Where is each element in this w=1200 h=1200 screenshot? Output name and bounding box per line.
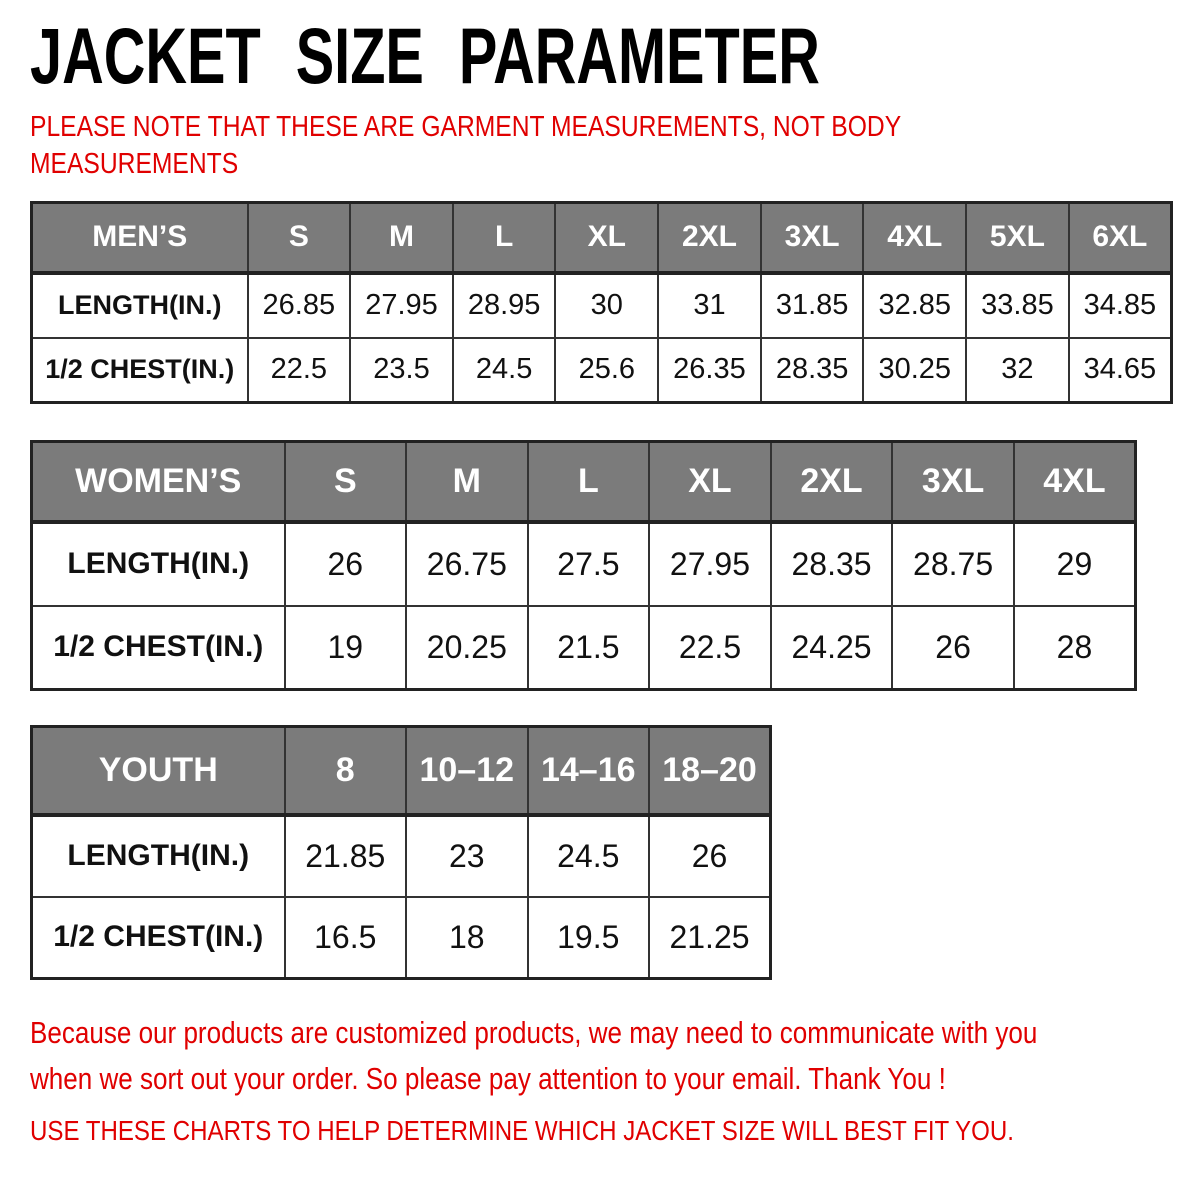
youth-header-row [32,727,771,815]
row-label-cell: LENGTH(IN.) [32,522,285,606]
text-line: Because our products are customized products, we may need to communicate with you [30,1015,1038,1050]
measurement-value-cell: 19.5 [528,897,650,979]
measurement-value-cell: 30 [555,273,658,338]
measurement-value-cell: 21.85 [285,815,407,897]
measurement-value-cell: 32.85 [863,273,966,338]
measurement-value-cell: 32 [966,338,1069,403]
mens-size-table [30,201,1173,404]
measurement-value-cell: 31 [658,273,761,338]
measurement-value-cell: 28 [1014,606,1136,690]
page-title-text: JACKET SIZE PARAMETER [30,11,820,100]
measurement-value-cell: 30.25 [863,338,966,403]
measurement-value-cell: 23.5 [350,338,453,403]
youth-table-title-cell: YOUTH [32,727,285,815]
measurement-value-cell: 22.5 [248,338,351,403]
womens-size-header-cell: S [285,442,407,522]
measurement-value-cell: 26 [892,606,1014,690]
womens-size-header-cell: M [406,442,528,522]
mens-size-header-cell: 6XL [1069,203,1172,273]
measurement-value-cell: 24.5 [453,338,556,403]
text-line: when we sort out your order. So please pay attention to your email. Thank You ! [30,1061,946,1096]
youth-measurement-row [32,897,771,979]
youth-measurement-row [32,815,771,897]
mens-size-header-cell: XL [555,203,658,273]
measurement-value-cell: 27.5 [528,522,650,606]
womens-table-title-cell: WOMEN’S [32,442,285,522]
womens-size-header-cell: 3XL [892,442,1014,522]
measurement-value-cell: 28.35 [761,338,864,403]
mens-measurement-row [32,338,1172,403]
mens-size-header-cell: 3XL [761,203,864,273]
womens-size-table [30,440,1137,691]
page-title [30,11,1180,100]
measurement-value-cell: 27.95 [649,522,771,606]
womens-size-header-cell: 2XL [771,442,893,522]
womens-size-table-section [30,440,1180,691]
mens-size-header-cell: 4XL [863,203,966,273]
measurement-value-cell: 24.25 [771,606,893,690]
row-label-cell: LENGTH(IN.) [32,815,285,897]
text-line: MEASUREMENTS [30,148,239,180]
measurement-value-cell: 28.75 [892,522,1014,606]
row-label-cell: 1/2 CHEST(IN.) [32,897,285,979]
row-label-cell: 1/2 CHEST(IN.) [32,338,248,403]
womens-header-row [32,442,1136,522]
womens-size-header-cell: 4XL [1014,442,1136,522]
customization-notice [30,1010,1180,1102]
mens-size-header-cell: 2XL [658,203,761,273]
measurement-value-cell: 34.65 [1069,338,1172,403]
measurement-value-cell: 18 [406,897,528,979]
measurement-value-cell: 33.85 [966,273,1069,338]
fit-advice-note [30,1114,1180,1148]
womens-size-header-cell: L [528,442,650,522]
mens-header-row [32,203,1172,273]
measurement-value-cell: 27.95 [350,273,453,338]
measurement-value-cell: 16.5 [285,897,407,979]
mens-size-header-cell: 5XL [966,203,1069,273]
measurement-value-cell: 22.5 [649,606,771,690]
measurement-value-cell: 28.35 [771,522,893,606]
youth-size-header-cell: 14–16 [528,727,650,815]
mens-size-header-cell: L [453,203,556,273]
measurement-value-cell: 26 [285,522,407,606]
mens-size-header-cell: S [248,203,351,273]
measurement-value-cell: 28.95 [453,273,556,338]
measurement-value-cell: 24.5 [528,815,650,897]
mens-table-title-cell: MEN’S [32,203,248,273]
womens-measurement-row [32,522,1136,606]
fit-advice-text: USE THESE CHARTS TO HELP DETERMINE WHICH JACKET SIZE WILL BEST FIT YOU. [30,1115,1014,1146]
mens-size-header-cell: M [350,203,453,273]
text-line: PLEASE NOTE THAT THESE ARE GARMENT MEASUREMENTS, NOT BODY [30,111,902,143]
youth-size-header-cell: 18–20 [649,727,771,815]
measurement-value-cell: 34.85 [1069,273,1172,338]
youth-size-table-section [30,725,1180,980]
measurement-value-cell: 26.85 [248,273,351,338]
womens-measurement-row [32,606,1136,690]
measurement-value-cell: 26.35 [658,338,761,403]
youth-size-table [30,725,772,980]
womens-size-header-cell: XL [649,442,771,522]
garment-measurement-note [30,109,1180,183]
youth-size-header-cell: 10–12 [406,727,528,815]
mens-measurement-row [32,273,1172,338]
measurement-value-cell: 31.85 [761,273,864,338]
measurement-value-cell: 25.6 [555,338,658,403]
youth-size-header-cell: 8 [285,727,407,815]
row-label-cell: 1/2 CHEST(IN.) [32,606,285,690]
measurement-value-cell: 19 [285,606,407,690]
measurement-value-cell: 26 [649,815,771,897]
row-label-cell: LENGTH(IN.) [32,273,248,338]
measurement-value-cell: 29 [1014,522,1136,606]
measurement-value-cell: 21.25 [649,897,771,979]
measurement-value-cell: 21.5 [528,606,650,690]
measurement-value-cell: 23 [406,815,528,897]
mens-size-table-section [30,201,1180,404]
measurement-value-cell: 26.75 [406,522,528,606]
measurement-value-cell: 20.25 [406,606,528,690]
